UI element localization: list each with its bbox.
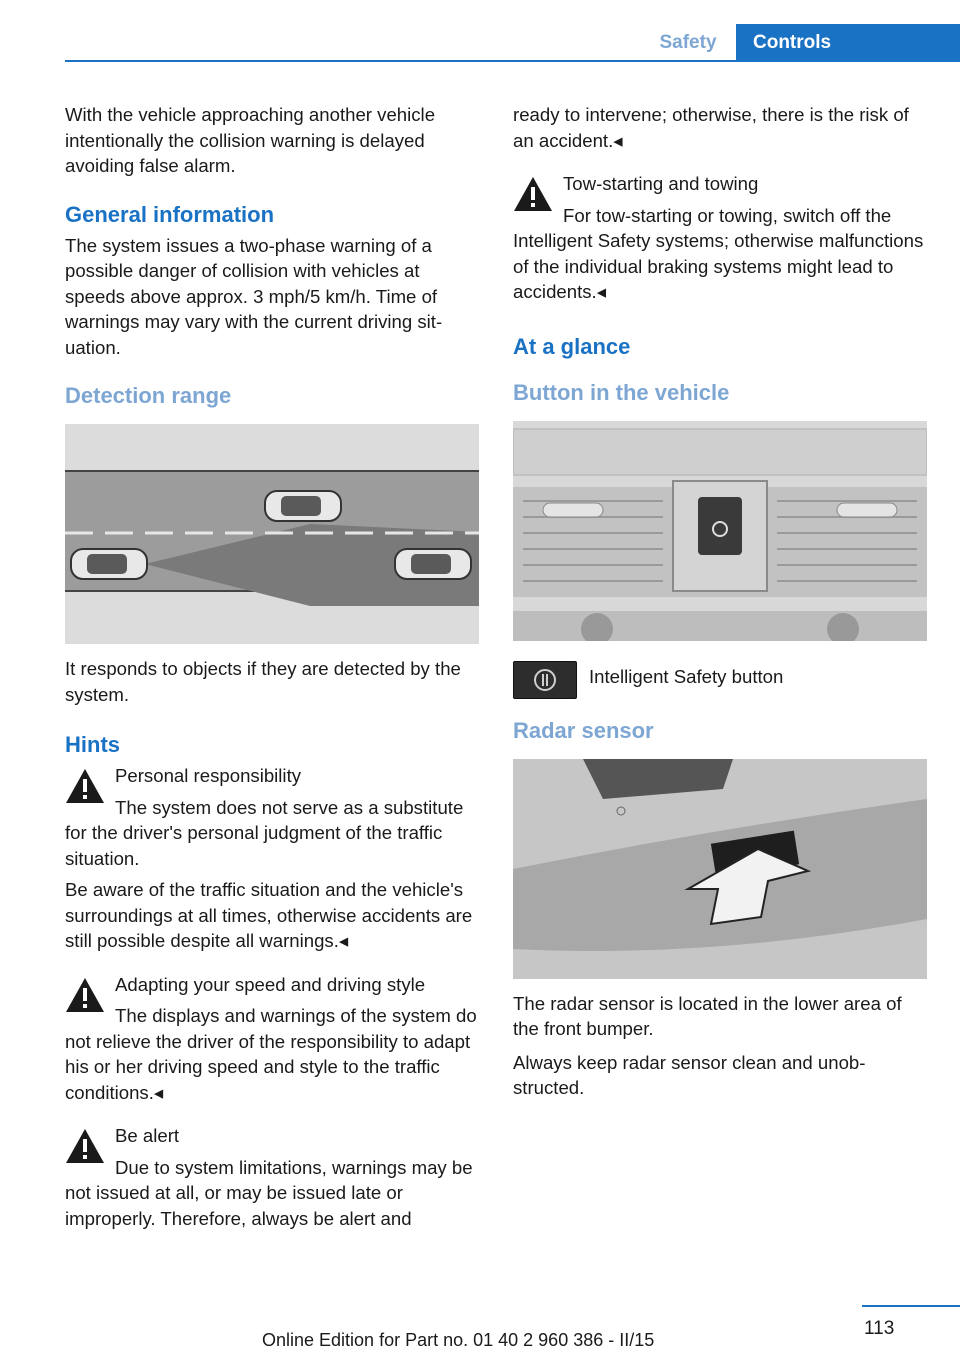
radar-sensor-heading: Radar sensor: [513, 717, 654, 743]
button-caption-row: [513, 661, 927, 699]
warning-title: Personal responsibility: [115, 765, 302, 786]
left-column: [65, 102, 479, 1239]
warning-triangle-icon: [65, 767, 105, 805]
general-information-heading: General information: [65, 201, 275, 227]
warning-text: The displays and warnings of the system do not relieve the driver of the responsibility to adapt his or her driving speed and style to the traffic conditions.◂: [65, 1005, 477, 1103]
radar-text-2: Always keep radar sensor clean and unobstructed.: [513, 1051, 866, 1098]
warning-title: Tow-starting and towing: [563, 173, 759, 194]
intelligent-safety-button-icon: [513, 661, 577, 699]
car-own: [395, 549, 471, 579]
warning-personal-responsibility: [65, 763, 479, 954]
car-left: [71, 549, 147, 579]
warning-title: Be alert: [115, 1125, 180, 1146]
at-a-glance-heading: At a glance: [513, 333, 631, 359]
radar-sensor-illustration: [513, 759, 927, 979]
footer-edition: Online Edition for Part no. 01 40 2 960 386 - II/15: [262, 1330, 655, 1350]
warning-text: Due to system limitations, warnings may be not issued at all, or may be issued late or improperly. Therefore, always be alert and: [65, 1156, 473, 1229]
tab-controls: Controls: [736, 24, 960, 62]
continued-paragraph: ready to intervene; otherwise, there is the risk of an accident.◂: [513, 104, 909, 151]
warning-text: The system does not serve as a substitute for the driver's personal judgment of the traffic situation.: [65, 796, 464, 869]
general-information-text: The system issues a two-phase warning of a possible danger of collision with vehicles at speeds above approx. 3 mph/5 km/h. Time of warnings may vary with the current driving situation.: [65, 234, 443, 358]
warning-be-alert: [65, 1123, 479, 1231]
header-rule: [65, 60, 960, 62]
warning-triangle-icon: [513, 175, 553, 213]
right-column: [513, 102, 927, 1109]
warning-text: For tow-starting or towing, switch off the Intelligent Safety systems; otherwise malfunctions of the individual braking systems might lead to accidents.◂: [513, 204, 924, 302]
button-caption: Intelligent Safety button: [589, 665, 784, 687]
car-front: [265, 491, 341, 521]
intro-paragraph: With the vehicle approaching another vehicle intentionally the collision warning is delayed avoiding false alarm.: [65, 104, 436, 176]
button-figure: [513, 421, 927, 641]
button-in-vehicle-heading: Button in the vehicle: [513, 379, 730, 405]
tab-safety: Safety: [659, 32, 717, 53]
warning-tow-starting: [513, 171, 927, 305]
detection-caption: It responds to objects if they are detected by the system.: [65, 658, 461, 705]
warning-text: Be aware of the traffic situation and the vehicle's surroundings at all times, otherwise accidents are still possible despite all warnings.◂: [65, 879, 473, 951]
warning-triangle-icon: [65, 976, 105, 1014]
radar-text-1: The radar sensor is located in the lower area of the front bumper.: [513, 992, 902, 1039]
detection-range-heading: Detection range: [65, 383, 232, 408]
warning-triangle-icon: [65, 1127, 105, 1165]
hints-heading: Hints: [65, 732, 120, 757]
detection-range-figure: [65, 424, 479, 644]
footer-rule: [862, 1305, 960, 1307]
page-number: 113: [864, 1318, 895, 1339]
radar-figure: [513, 759, 927, 979]
detection-range-illustration: [65, 424, 479, 644]
warning-title: Adapting your speed and driving style: [115, 973, 426, 995]
warning-adapting-speed: [65, 972, 479, 1106]
dashboard-button-illustration: [513, 421, 927, 641]
